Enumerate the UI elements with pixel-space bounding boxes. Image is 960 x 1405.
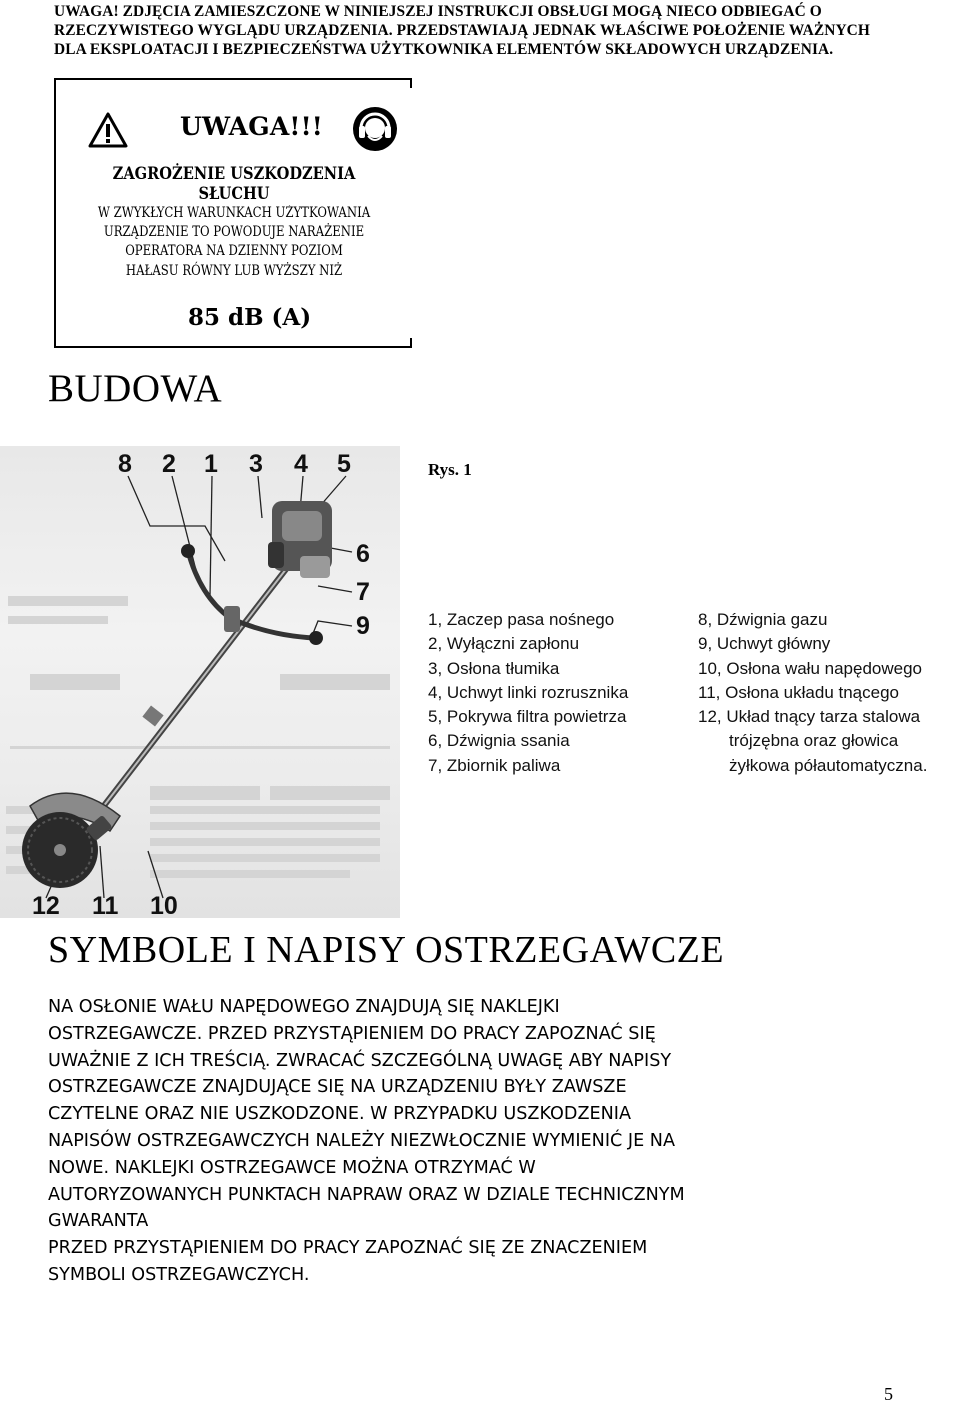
body-line: GWARANTA <box>48 1211 149 1232</box>
section-heading-symbole: SYMBOLE I NAPISY OSTRZEGAWCZE <box>48 929 725 971</box>
brushcutter-photo <box>0 446 400 918</box>
callout-number: 9 <box>356 612 370 640</box>
brushcutter-illustration <box>0 446 400 918</box>
top-note-line: DLA EKSPLOATACJI I BEZPIECZEŃSTWA UŻYTKOWNIKA ELEMENTÓW SKŁADOWYCH URZĄDZENIA. <box>54 41 834 58</box>
body-line: OSTRZEGAWCZE ZNAJDUJĄCE SIĘ NA URZĄDZENIU BYŁY ZAWSZE <box>48 1077 627 1098</box>
legend-right-column <box>698 608 927 778</box>
sticker-body-line: URZĄDZENIE TO POWODUJE NARAŻENIE <box>103 224 365 241</box>
body-line: NA OSŁONIE WAŁU NAPĘDOWEGO ZNAJDUJĄ SIĘ NAKLEJKI <box>48 997 560 1017</box>
callout-number: 12 <box>32 892 60 918</box>
callout-number: 8 <box>118 450 132 478</box>
body-line: NOWE. NAKLEJKI OSTRZEGAWCE MOŻNA OTRZYMAĆ W <box>48 1157 536 1178</box>
callout-number: 11 <box>92 892 119 918</box>
figure-label: Rys. 1 <box>428 460 472 479</box>
legend-item: 8, Dźwignia gazu <box>698 610 828 629</box>
callout-number: 10 <box>150 892 178 918</box>
body-line: AUTORYZOWANYCH PUNKTACH NAPRAW ORAZ W DZIALE TECHNICZNYM <box>48 1184 685 1205</box>
body-line: UWAŻNIE Z ICH TREŚCIĄ. ZWRACAĆ SZCZEGÓLNĄ UWAGĘ ABY NAPISY <box>48 1050 672 1071</box>
sticker-body-line: W ZWYKŁYCH WARUNKACH UŻYTKOWANIA <box>97 205 371 221</box>
legend-item: 9, Uchwyt główny <box>698 634 831 654</box>
callout-number: 6 <box>356 540 370 568</box>
callout-number: 3 <box>249 450 263 478</box>
legend-item: 7, Zbiornik paliwa <box>428 755 561 775</box>
legend-item: 4, Uchwyt linki rozrusznika <box>428 682 629 702</box>
body-line: CZYTELNE ORAZ NIE USZKODZONE. W PRZYPADKU USZKODZENIA <box>48 1104 631 1125</box>
top-note-line: UWAGA! ZDJĘCIA ZAMIESZCZONE W NINIEJSZEJ INSTRUKCJI OBSŁUGI MOGĄ NIECO ODBIEGAĆ O <box>54 3 822 20</box>
sticker-subtitle: ZAGROŻENIE USZKODZENIA SŁUCHU <box>112 164 356 204</box>
noise-level: 85 dB (A) <box>188 304 312 331</box>
legend-item: 5, Pokrywa filtra powietrza <box>428 707 627 727</box>
section-heading-budowa: BUDOWA <box>48 367 223 410</box>
legend-item: 12, Układ tnący tarza stalowa <box>698 707 921 727</box>
callout-number: 1 <box>204 450 218 478</box>
legend-item-continuation: żyłkowa półautomatyczna. <box>729 755 928 775</box>
top-note-line: RZECZYWISTEGO WYGLĄDU URZĄDZENIA. PRZEDSTAWIAJĄ JEDNAK WŁAŚCIWE POŁOŻENIE WAŻNYCH <box>54 22 870 39</box>
ear-protection-icon <box>352 106 398 152</box>
body-line: OSTRZEGAWCZE. PRZED PRZYSTĄPIENIEM DO PRACY ZAPOZNAĆ SIĘ <box>48 1023 656 1044</box>
hearing-warning-sticker <box>54 78 410 348</box>
sticker-body <box>81 204 387 281</box>
legend-item-continuation: trójzębna oraz głowica <box>729 731 899 751</box>
legend-left-column <box>428 608 628 778</box>
callout-number: 7 <box>356 578 370 606</box>
legend-item: 2, Wyłączni zapłonu <box>428 634 580 654</box>
page-number: 5 <box>884 1384 893 1404</box>
callout-number: 5 <box>337 450 351 478</box>
body-line: NAPISÓW OSTRZEGAWCZYCH NALEŻY NIEZWŁOCZNIE WYMIENIĆ JE NA <box>48 1130 675 1151</box>
legend-item: 6, Dźwignia ssania <box>428 731 570 751</box>
top-warning-note <box>54 2 934 59</box>
sticker-body-line: HAŁASU RÓWNY LUB WYŻSZY NIŻ <box>125 262 343 279</box>
body-line: SYMBOLI OSTRZEGAWCZYCH. <box>48 1264 310 1285</box>
legend-item: 3, Osłona tłumika <box>428 658 560 678</box>
warning-triangle-icon <box>88 112 128 148</box>
sticker-title: UWAGA!!! <box>180 112 323 141</box>
legend-item: 1, Zaczep pasa nośnego <box>428 610 615 629</box>
warning-symbols-paragraph <box>48 994 928 1289</box>
callout-number: 2 <box>162 450 176 478</box>
callout-number: 4 <box>294 450 308 478</box>
sticker-body-line: OPERATORA NA DZIENNY POZIOM <box>125 243 343 260</box>
legend-item: 10, Osłona wału napędowego <box>698 658 922 678</box>
body-line: PRZED PRZYSTĄPIENIEM DO PRACY ZAPOZNAĆ SIĘ ZE ZNACZENIEM <box>48 1238 648 1259</box>
legend-item: 11, Osłona układu tnącego <box>698 682 899 702</box>
